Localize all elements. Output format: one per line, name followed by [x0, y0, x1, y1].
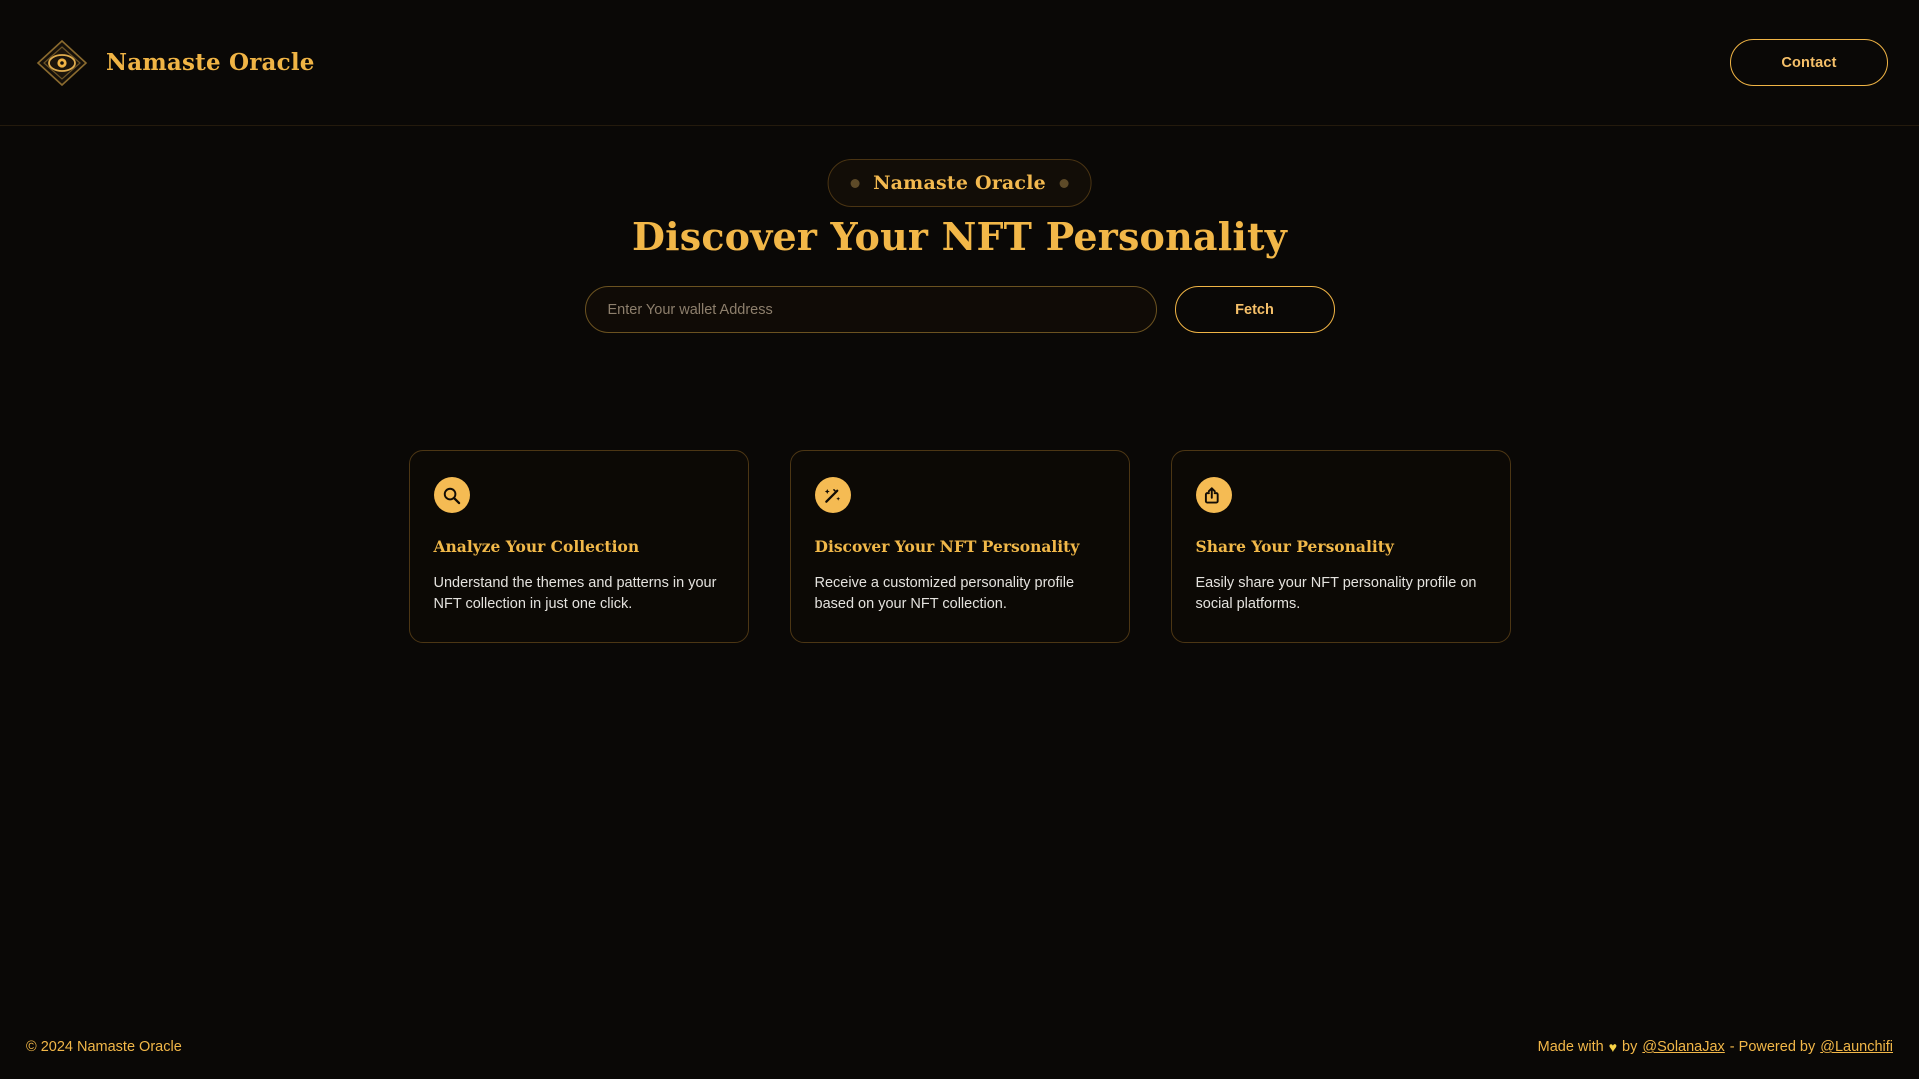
feature-card-title: Share Your Personality [1195, 537, 1394, 556]
eye-diamond-logo-icon [34, 35, 90, 91]
site-header [0, 0, 1919, 126]
by-label: by [1622, 1039, 1638, 1055]
wallet-address-input[interactable] [585, 286, 1157, 333]
made-with-label: Made with [1537, 1039, 1604, 1055]
fetch-button[interactable]: Fetch [1175, 286, 1335, 333]
wallet-search-row [585, 286, 1335, 333]
site-footer [0, 1015, 1919, 1079]
feature-cards [409, 450, 1511, 643]
brand-name: Namaste Oracle [106, 49, 315, 76]
search-icon [434, 477, 470, 513]
author-link[interactable]: @SolanaJax [1642, 1039, 1725, 1055]
share-icon [1196, 477, 1232, 513]
powered-by-label: - Powered by [1729, 1039, 1816, 1055]
badge-dot-right-icon [1060, 179, 1069, 188]
brand[interactable] [34, 35, 315, 91]
feature-card-desc: Easily share your NFT personality profile on social platforms. [1195, 575, 1477, 613]
feature-card-desc: Understand the themes and patterns in your NFT collection in just one click. [433, 575, 717, 613]
platform-link[interactable]: @Launchifi [1820, 1039, 1893, 1055]
page-title: Discover Your NFT Personality [631, 214, 1288, 259]
feature-card-analyze [409, 450, 749, 643]
oracle-badge [827, 159, 1092, 207]
heart-icon: ♥ [1608, 1039, 1618, 1055]
badge-label: Namaste Oracle [873, 172, 1046, 194]
feature-card-personality [790, 450, 1130, 643]
feature-card-share [1171, 450, 1511, 643]
feature-card-title: Discover Your NFT Personality [814, 537, 1080, 556]
footer-credits [1538, 1039, 1893, 1055]
main-content [0, 126, 1919, 1079]
contact-button[interactable]: Contact [1730, 39, 1888, 86]
copyright-text: © 2024 Namaste Oracle [26, 1039, 182, 1055]
feature-card-title: Analyze Your Collection [433, 537, 640, 556]
feature-card-desc: Receive a customized personality profile based on your NFT collection. [814, 575, 1075, 613]
magic-wand-icon [815, 477, 851, 513]
badge-dot-left-icon [850, 179, 859, 188]
